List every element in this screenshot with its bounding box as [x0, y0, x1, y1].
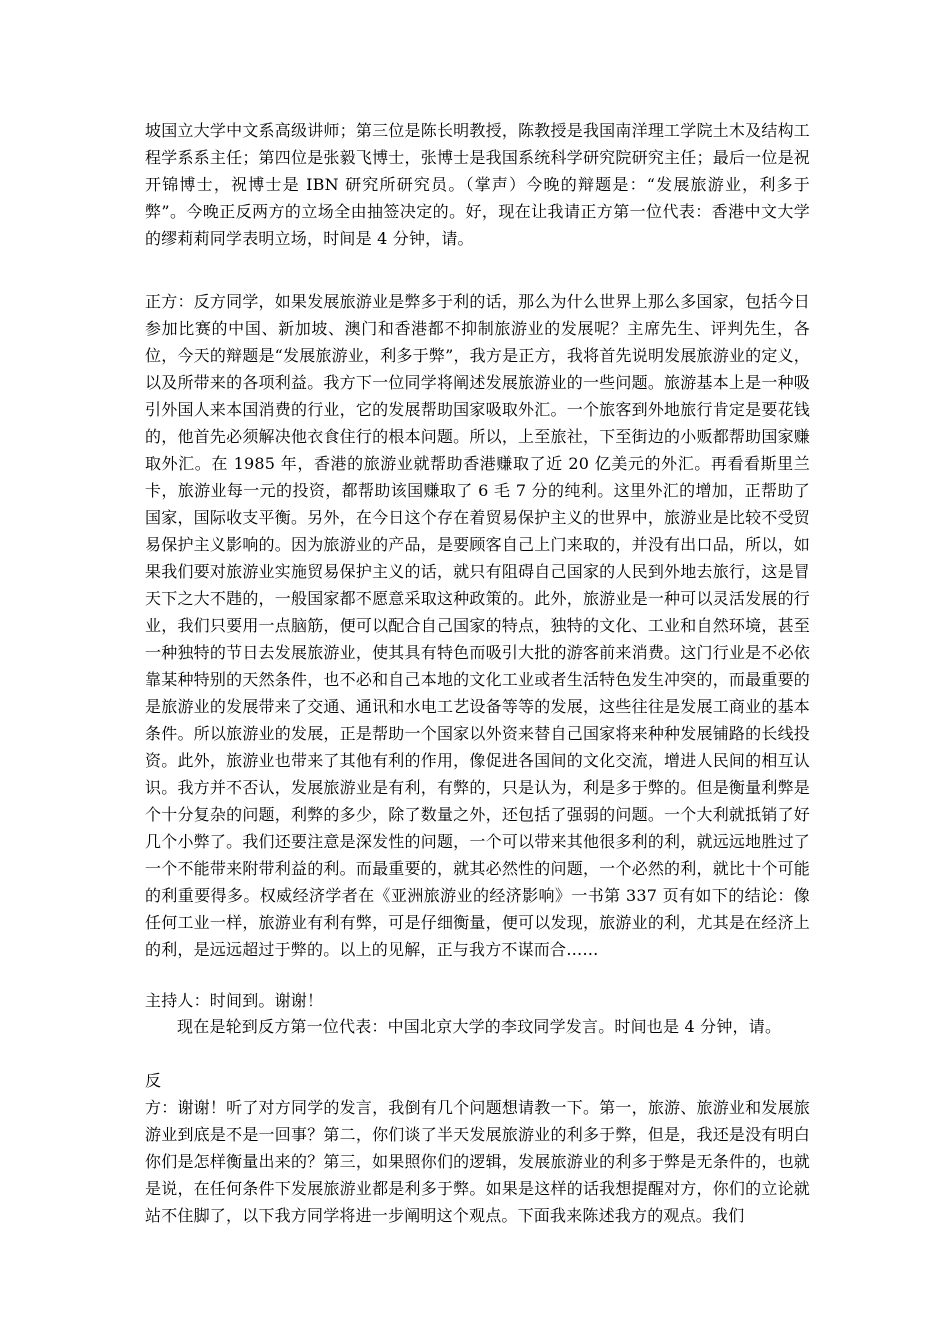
con-side-speech: 方：谢谢！听了对方同学的发言，我倒有几个问题想请教一下。第一，旅游、旅游业和发展旅游业到底是不是一回事？第二，你们谈了半天发展旅游业的利多于弊，但是，我还是没有明白你们是怎样衡量出来的？第三，如果照你们的逻辑，发展旅游业的利多于弊是无条件的，也就是说，在任何条件下发展旅游业都是利多于弊。如果是这样的话我想提醒对方，你们的立论就站不住脚了，以下我方同学将进一步阐明这个观点。下面我来陈述我方的观点。我们 [145, 1098, 810, 1225]
host-time-up: 主持人：时间到。谢谢！ [145, 991, 324, 1010]
host-introduction: 现在是轮到反方第一位代表：中国北京大学的李玟同学发言。时间也是 4 分钟，请。 [177, 1017, 782, 1036]
pro-side-speech: 正方：反方同学，如果发展旅游业是弊多于利的话，那么为什么世界上那么多国家，包括今日参加比赛的中国、新加坡、澳门和香港都不抑制旅游业的发展呢？主席先生、评判先生，各位，今天的辩题是“发展旅游业，利多于弊”，我方是正方，我将首先说明发展旅游业的定义，以及所带来的各项利益。我方下一位同学将阐述发展旅游业的一些问题。旅游基本上是一种吸引外国人来本国消费的行业，它的发展帮助国家吸取外汇。一个旅客到外地旅行肯定是要花钱的，他首先必须解决他衣食住行的根本问题。所以，上至旅社，下至街边的小贩都帮助国家赚取外汇。在 1985 年，香港的旅游业就帮助香港赚取了近 20 亿美元的外汇。再看看斯里兰卡，旅游业每一元的投资，都帮助该国赚取了 6 毛 7 分的纯利。这里外汇的增加，正帮助了国家，国际收支平衡。另外，在今日这个存在着贸易保护主义的世界中，旅游业是比较不受贸易保护主义影响的。因为旅游业的产品，是要顾客自己上门来取的，并没有出口品，所以，如果我们要对旅游业实施贸易保护主义的话，就只有阻碍自己国家的人民到外地去旅行，这是冒天下之大不韪的，一般国家都不愿意采取这种政策的。此外，旅游业是一种可以灵活发展的行业，我们只要用一点脑筋，便可以配合自己国家的特点，独特的文化、工业和自然环境，甚至一种独特的节日去发展旅游业，使其具有特色而吸引大批的游客前来消费。这门行业是不必依靠某种特别的天然条件，也不必和自己本地的文化工业或者生活特色发生冲突的，而最重要的是旅游业的发展带来了交通、通讯和水电工艺设备等等的发展，这些往往是发展工商业的基本条件。所以旅游业的发展，正是帮助一个国家以外资来替自己国家将来种种发展铺路的长线投资。此外，旅游业也带来了其他有利的作用，像促进各国间的文化交流，增进人民间的相互认识。我方并不否认，发展旅游业是有利，有弊的，只是认为，利是多于弊的。但是衡量利弊是个十分复杂的问题，利弊的多少，除了数量之外，还包括了强弱的问题。一个大利就抵销了好几个小弊了。我们还要注意是深发性的问题，一个可以带来其他很多利的利，就远远地胜过了一个不能带来附带利益的利。而最重要的，就其必然性的问题，一个必然的利，就比十个可能的利重要得多。权威经济学者在《亚洲旅游业的经济影响》一书第 337 页有如下的结论：像任何工业一样，旅游业有利有弊，可是仔细衡量，便可以发现，旅游业的利，尤其是在经济上的利，是远远超过于弊的。以上的见解，正与我方不谋而合…… [145, 292, 810, 959]
con-side-label: 反 [145, 1071, 162, 1090]
intro-paragraph: 坡国立大学中文系高级讲师；第三位是陈长明教授，陈教授是我国南洋理工学院土木及结构工程学系系主任；第四位是张毅飞博士，张博士是我国系统科学研究院研究主任；最后一位是祝开锦博士，祝博士是 IBN 研究所研究员。（掌声）今晚的辩题是：“发展旅游业，利多于弊”。今晚正反两方的立场全由抽签决定的。好，现在让我请正方第一位代表：香港中文大学的缪莉莉同学表明立场，时间是 4 分钟，请。 [145, 121, 810, 248]
